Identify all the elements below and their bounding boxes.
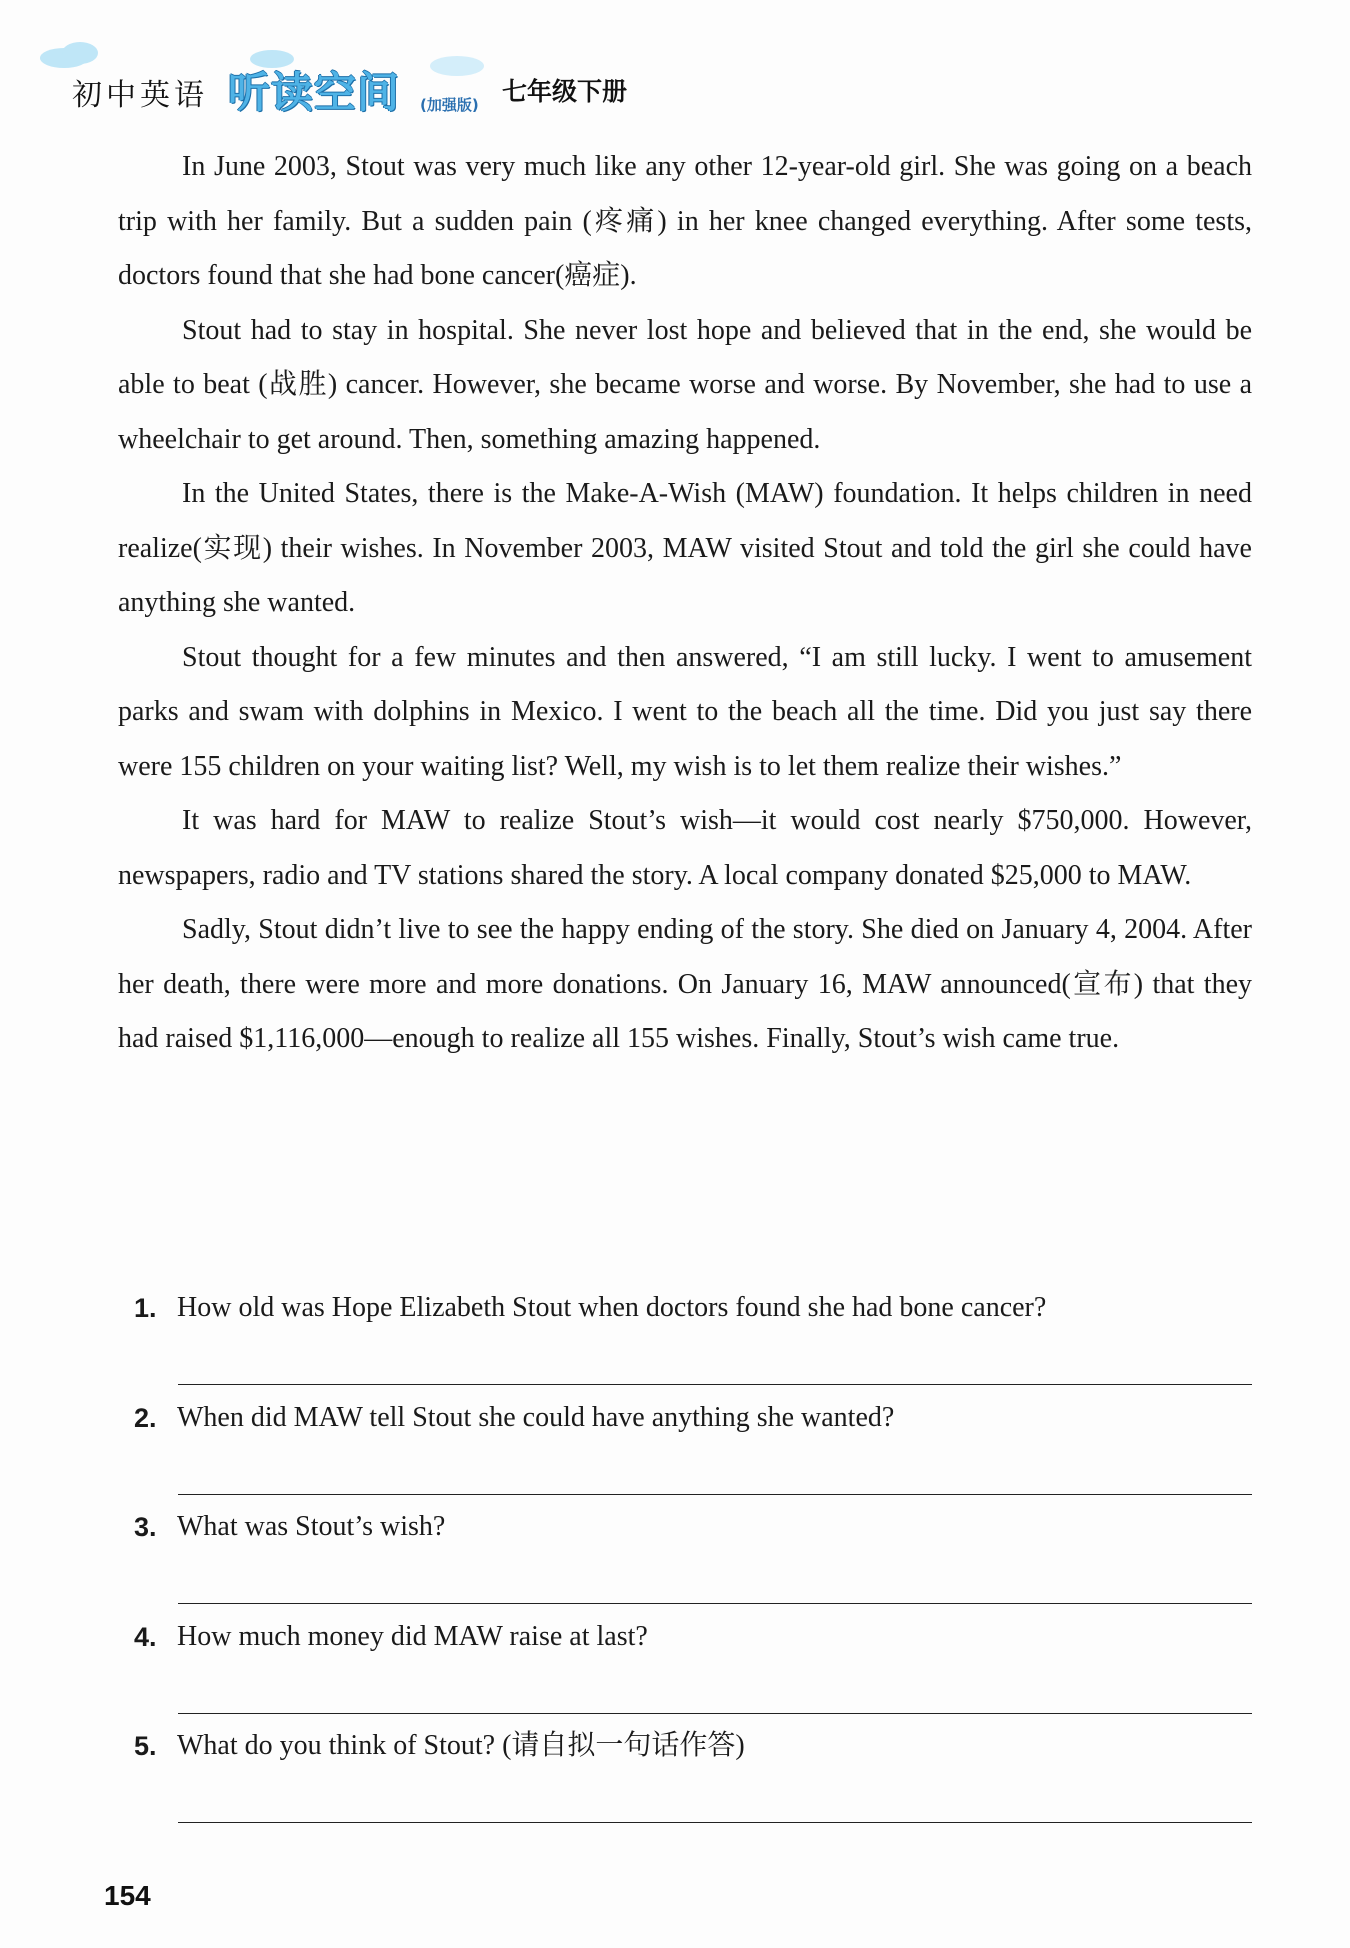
- page-header: [40, 42, 740, 122]
- answer-line[interactable]: [178, 1822, 1252, 1823]
- question-list: [118, 1288, 1252, 1836]
- question-text: How old was Hope Elizabeth Stout when doctors found she had bone cancer?: [177, 1292, 1047, 1323]
- question-item: [118, 1726, 1252, 1836]
- paragraph: In the United States, there is the Make-A-Wish (MAW) foundation. It helps children in need realize(实现) their wishes. In November 2003, MAW visited Stout and told the girl she could have anything she wanted.: [118, 478, 1252, 618]
- book-brand-logo: 听读空间: [228, 68, 401, 117]
- answer-line[interactable]: [178, 1603, 1252, 1604]
- question-text: What was Stout’s wish?: [177, 1511, 446, 1542]
- question-item: [118, 1507, 1252, 1617]
- question-number: 2.: [134, 1402, 157, 1433]
- book-edition: (加强版): [420, 96, 479, 114]
- book-grade: 七年级下册: [502, 77, 628, 106]
- paragraph: Sadly, Stout didn’t live to see the happy ending of the story. She died on January 4, 2004. After her death, there were more and more donations. On January 16, MAW announced(宣布) that they had raised $1,116,000—enough to realize all 155 wishes. Finally, Stout’s wish came true.: [118, 914, 1252, 1054]
- book-subject: 初中英语: [72, 78, 208, 113]
- cloud-decoration: [430, 56, 484, 76]
- question-text: What do you think of Stout? (请自拟一句话作答): [177, 1730, 745, 1761]
- paragraph: Stout had to stay in hospital. She never lost hope and believed that in the end, she would be able to beat (战胜) cancer. However, she became worse and worse. By November, she had to use a wheelchair to get around. Then, something amazing happened.: [118, 314, 1252, 455]
- answer-line[interactable]: [178, 1384, 1252, 1385]
- answer-line[interactable]: [178, 1494, 1252, 1495]
- question-number: 1.: [134, 1293, 157, 1323]
- paragraph: Stout thought for a few minutes and then answered, “I am still lucky. I went to amusement parks and swam with dolphins in Mexico. I went to the beach all the time. Did you just say there were 155 children on your waiting list? Well, my wish is to let them realize their wishes.”: [118, 641, 1252, 782]
- paragraph: In June 2003, Stout was very much like any other 12-year-old girl. She was going on a beach trip with her family. But a sudden pain (疼痛) in her knee changed everything. After some tests, doctors found that she had bone cancer(癌症).: [118, 151, 1252, 291]
- paragraph: It was hard for MAW to realize Stout’s wish—it would cost nearly $750,000. However, newspapers, radio and TV stations shared the story. A local company donated $25,000 to MAW.: [118, 805, 1252, 891]
- question-item: [118, 1398, 1252, 1508]
- cloud-decoration: [62, 42, 98, 64]
- question-item: [118, 1288, 1252, 1398]
- question-number: 4.: [134, 1621, 157, 1652]
- question-number: 3.: [134, 1512, 157, 1542]
- question-number: 5.: [134, 1731, 157, 1761]
- question-text: How much money did MAW raise at last?: [177, 1620, 648, 1652]
- question-item: [118, 1617, 1252, 1727]
- reading-passage: [118, 140, 1252, 1067]
- page-number: 154: [104, 1880, 151, 1911]
- question-text: When did MAW tell Stout she could have anything she wanted?: [177, 1401, 895, 1433]
- answer-line[interactable]: [178, 1713, 1252, 1714]
